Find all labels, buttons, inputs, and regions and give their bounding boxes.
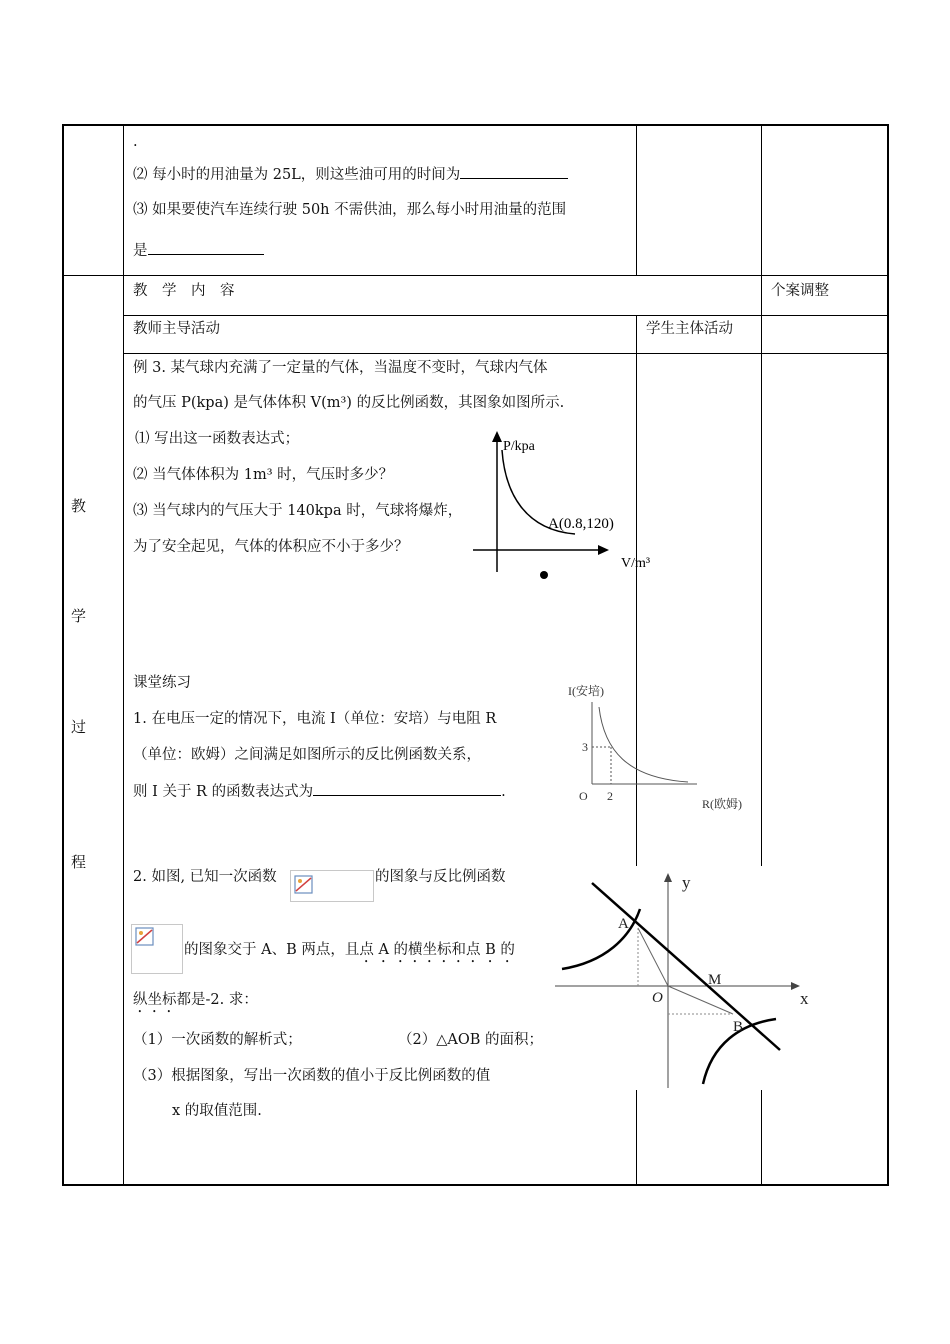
- practice-p1-line1: 1. 在电压一定的情况下，电流 I（单位：安培）与电阻 R: [133, 711, 497, 727]
- graph3-label-x: x: [800, 989, 809, 1008]
- graph1-point-label: A(0.8,120): [548, 516, 614, 532]
- broken-image-icon: [134, 926, 156, 948]
- col-divider-1: [123, 124, 124, 1186]
- graph2-tick-y: 3: [582, 740, 588, 754]
- problem2-line3a: 纵坐标: [133, 992, 177, 1008]
- pressure-volume-graph: [465, 428, 665, 588]
- problem2-line2a: 的图象交于 A、B 两点，且: [184, 942, 360, 958]
- problem2-line1b: 的图象与反比例函数: [375, 869, 506, 885]
- graph1-y-arrow: [492, 431, 502, 442]
- question-2-line: [133, 164, 568, 185]
- row-divider-1: [62, 275, 889, 276]
- problem2-line2: [184, 940, 515, 966]
- graph1-ylabel: P/kpa: [503, 439, 535, 454]
- header-teacher: 教师主导活动: [133, 321, 220, 337]
- practice-p1-end: .: [501, 784, 506, 800]
- graph3-label-B: B: [733, 1019, 744, 1035]
- problem2-line2b: 点 A 的横坐标和点 B 的: [359, 942, 515, 958]
- answer-blank-q2[interactable]: [460, 164, 568, 179]
- example3-line1: 例 3. 某气球内充满了一定量的气体，当温度不变时，气球内气体: [133, 360, 548, 376]
- table-border-bottom: [62, 1184, 889, 1186]
- inverse-function-image: [131, 924, 183, 974]
- problem2-line3: [133, 990, 258, 1016]
- table-border-top: [62, 124, 889, 126]
- graph3-label-M: M: [708, 972, 722, 988]
- table-border-left: [62, 124, 64, 1186]
- header-student: 学生主体活动: [646, 321, 733, 337]
- practice-title: 课堂练习: [133, 675, 191, 691]
- col-divider-3b: [761, 1090, 762, 1186]
- graph1-xlabel: V/m³: [621, 556, 651, 571]
- graph1-x-arrow: [598, 545, 609, 555]
- graph2-curve: [599, 707, 688, 782]
- graph2-origin: O: [579, 789, 588, 803]
- row-divider-3: [123, 353, 889, 354]
- problem2-line1: [133, 867, 277, 887]
- problem2-s3: （3）根据图象，写出一次函数的值小于反比例函数的值: [133, 1068, 491, 1084]
- header-adjust: 个案调整: [771, 283, 829, 299]
- question-2-text: ⑵ 每小时的用油量为 25L，则这些油可用的时间为: [133, 167, 461, 183]
- problem2-s3b: x 的取值范围.: [172, 1103, 262, 1119]
- side-label-1: 教: [71, 497, 87, 515]
- table-border-right: [887, 124, 889, 1186]
- side-label-3: 过: [71, 718, 87, 736]
- problem2-s2: （2）△AOB 的面积；: [398, 1032, 543, 1048]
- header-content: 教 学 内 容: [133, 283, 235, 299]
- graph1-dot: [540, 571, 548, 579]
- example3-q3: ⑶ 当气球内的气压大于 140kpa 时，气球将爆炸，: [133, 503, 463, 519]
- col-divider-2a: [636, 124, 637, 276]
- practice-p1-text: 则 I 关于 R 的函数表达式为: [133, 784, 314, 800]
- problem2-s1: （1）一次函数的解析式；: [133, 1032, 302, 1048]
- graph3-label-O: O: [652, 990, 663, 1006]
- current-resistance-graph: [562, 680, 762, 815]
- col-divider-2c: [636, 1090, 637, 1186]
- side-label-2: 学: [71, 607, 87, 625]
- graph2-ylabel: I(安培): [568, 684, 604, 698]
- row-divider-2: [123, 315, 889, 316]
- example3-q1: ⑴ 写出这一函数表达式；: [135, 431, 300, 447]
- leading-dot: .: [133, 134, 138, 150]
- example3-q2: ⑵ 当气体体积为 1m³ 时，气压时多少？: [133, 467, 394, 483]
- example3-q3b: 为了安全起见，气体的体积应不小于多少？: [133, 539, 409, 555]
- question-3-text: ⑶ 如果要使汽车连续行驶 50h 不需供油，那么每小时用油量的范围: [133, 202, 567, 218]
- graph3-label-y: y: [682, 873, 691, 892]
- broken-image-icon: [293, 874, 315, 896]
- linear-function-image: [290, 870, 374, 902]
- example3-line2: 的气压 P(kpa) 是气体体积 V(m³) 的反比例函数，其图象如图所示.: [133, 395, 565, 411]
- problem2-line1a: 2. 如图, 已知一次函数: [133, 869, 277, 885]
- problem2-line3b: 都是-2. 求：: [176, 992, 258, 1008]
- side-label-4: 程: [71, 853, 87, 871]
- answer-blank-q3[interactable]: [148, 240, 264, 255]
- question-3-cont-line: [133, 240, 264, 261]
- question-3-cont: 是: [133, 243, 148, 259]
- graph2-xlabel: R(欧姆): [702, 797, 742, 811]
- intersection-graph: [550, 866, 820, 1090]
- graph2-tick-x: 2: [607, 789, 613, 803]
- practice-p1-line2: （单位：欧姆）之间满足如图所示的反比例函数关系，: [133, 747, 481, 763]
- practice-p1-line3: [133, 781, 506, 802]
- graph3-label-A: A: [618, 916, 629, 932]
- answer-blank-p1[interactable]: [313, 781, 501, 796]
